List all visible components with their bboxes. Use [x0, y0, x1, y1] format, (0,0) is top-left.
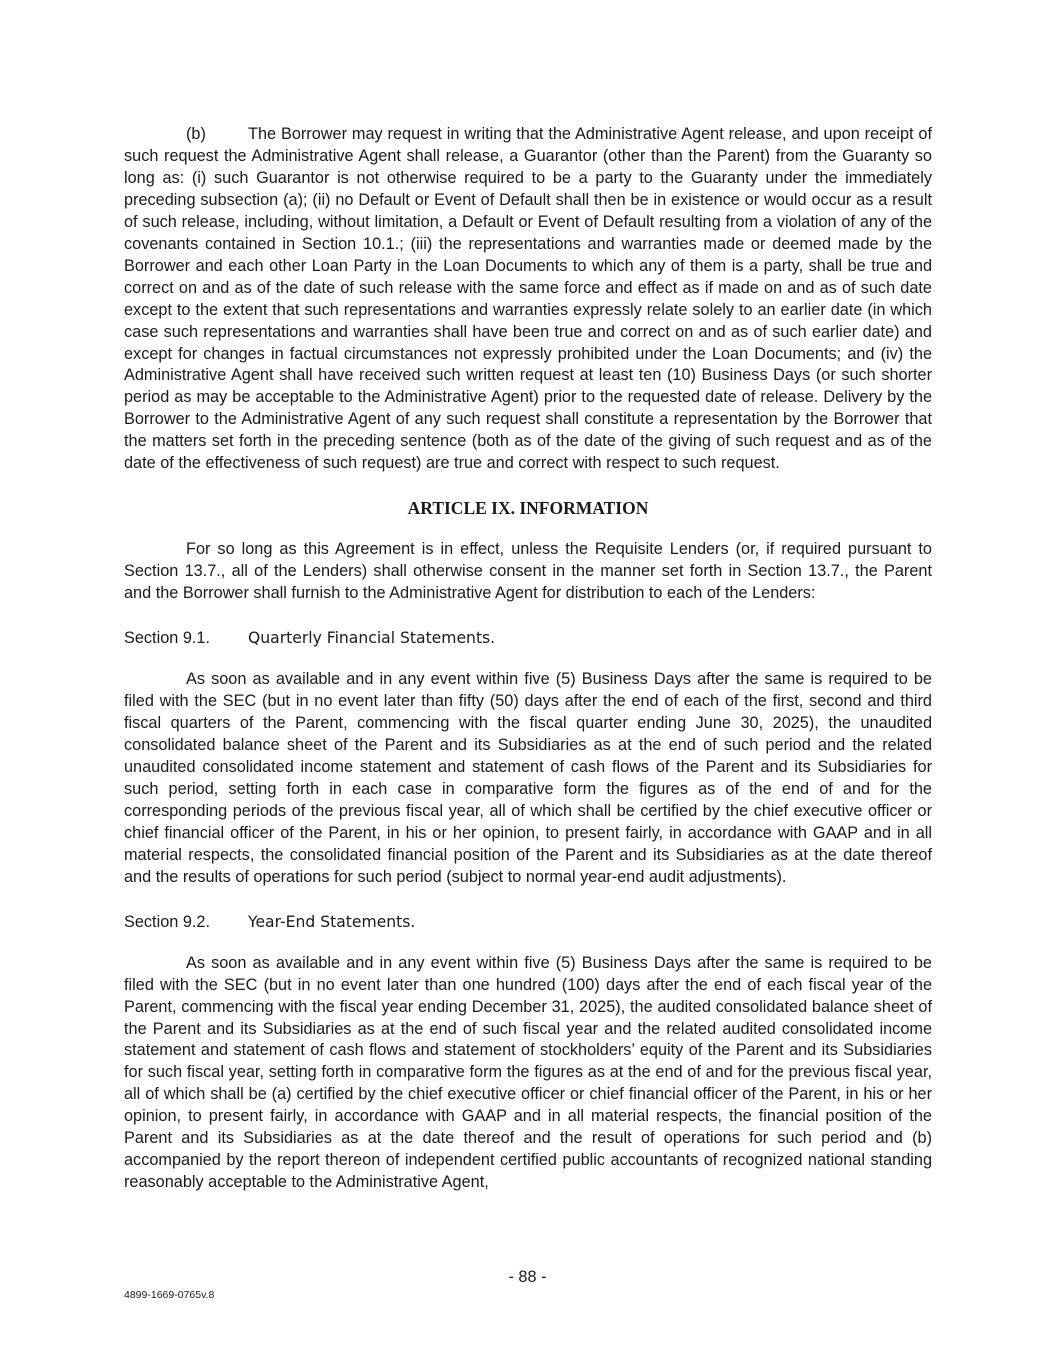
article-intro: For so long as this Agreement is in effect, unless the Requisite Lenders (or, if required pursuant to Section 13.7., all of the Lenders) shall otherwise consent in the manner set forth in Section 13.7., the Parent and the Borrower shall furnish to the Administrative Agent for distribution to each of the Lenders:: [124, 540, 932, 603]
section-title: Quarterly Financial Statements.: [248, 629, 496, 648]
section-9-1-text: As soon as available and in any event within five (5) Business Days after the same is required to be filed with the SEC (but in no event later than fifty (50) days after the end of each of the first, second and third fiscal quarters of the Parent, commencing with the fiscal quarter ending June 30, 2025), the unaudited consolidated balance sheet of the Parent and its Subsidiaries as at the end of such period and the related unaudited consolidated income statement and statement of cash flows of the Parent and its Subsidiaries for such period, setting forth in each case in comparative form the figures as of the end of and for the corresponding periods of the previous fiscal year, all of which shall be certified by the chief executive officer or chief financial officer of the Parent, in his or her opinion, to present fairly, in accordance with GAAP and in all material respects, the consolidated financial position of the Parent and its Subsidiaries as at the date thereof and the results of operations for such period (subject to normal year-end audit adjustments).: [124, 670, 932, 886]
document-body: [124, 124, 932, 1194]
section-number: Section 9.2.: [124, 912, 210, 931]
paragraph-b-text: The Borrower may request in writing that the Administrative Agent release, and upon receipt of such request the Administrative Agent shall release, a Guarantor (other than the Parent) from the Guaranty so long as: (i) such Guarantor is not otherwise required to be a party to the Guaranty under the immediately preceding subsection (a); (ii) no Default or Event of Default shall then be in existence or would occur as a result of such release, including, without limitation, a Default or Event of Default resulting from a violation of any of the covenants contained in Section 10.1.; (iii) the representations and warranties made or deemed made by the Borrower and each other Loan Party in the Loan Documents to which any of them is a party, shall be true and correct on and as of the date of such release with the same force and effect as if made on and as of such date except to the extent that such representations and warranties expressly relate solely to an earlier date (in which case such representations and warranties shall have been true and correct on and as of such earlier date) and except for changes in factual circumstances not expressly prohibited under the Loan Documents; and (iv) the Administrative Agent shall have received such written request at least ten (10) Business Days (or such shorter period as may be acceptable to the Administrative Agent) prior to the requested date of release. Delivery by the Borrower to the Administrative Agent of any such request shall constitute a representation by the Borrower that the matters set forth in the preceding sentence (both as of the date of the giving of such request and as of the date of the effectiveness of such request) are true and correct with respect to such request.: [124, 125, 932, 473]
paragraph-b: [124, 124, 932, 475]
document-id: 4899-1669-0765v.8: [124, 1289, 215, 1301]
page-number: - 88 -: [508, 1268, 547, 1286]
section-number: Section 9.1.: [124, 629, 210, 648]
section-9-2-text: As soon as available and in any event within five (5) Business Days after the same is required to be filed with the SEC (but in no event later than one hundred (100) days after the end of each fiscal year of the Parent, commencing with the fiscal year ending December 31, 2025), the audited consolidated balance sheet of the Parent and its Subsidiaries as at the end of such fiscal year and the related audited consolidated income statement and statement of cash flows and statement of stockholders’ equity of the Parent and its Subsidiaries for such fiscal year, setting forth in comparative form the figures as at the end of and for the previous fiscal year, all of which shall be (a) certified by the chief executive officer or chief financial officer of the Parent, in his or her opinion, to present fairly, in accordance with GAAP and in all material respects, the financial position of the Parent and its Subsidiaries as at the date thereof and the result of operations for such period and (b) accompanied by the report thereon of independent certified public accountants of recognized national standing reasonably acceptable to the Administrative Agent,: [124, 953, 932, 1192]
section-9-2-heading: [124, 911, 932, 933]
subsection-label: (b): [186, 125, 206, 143]
article-heading: ARTICLE IX. INFORMATION: [407, 498, 649, 519]
section-9-1-heading: [124, 627, 932, 649]
section-title: Year-End Statements.: [248, 912, 416, 931]
